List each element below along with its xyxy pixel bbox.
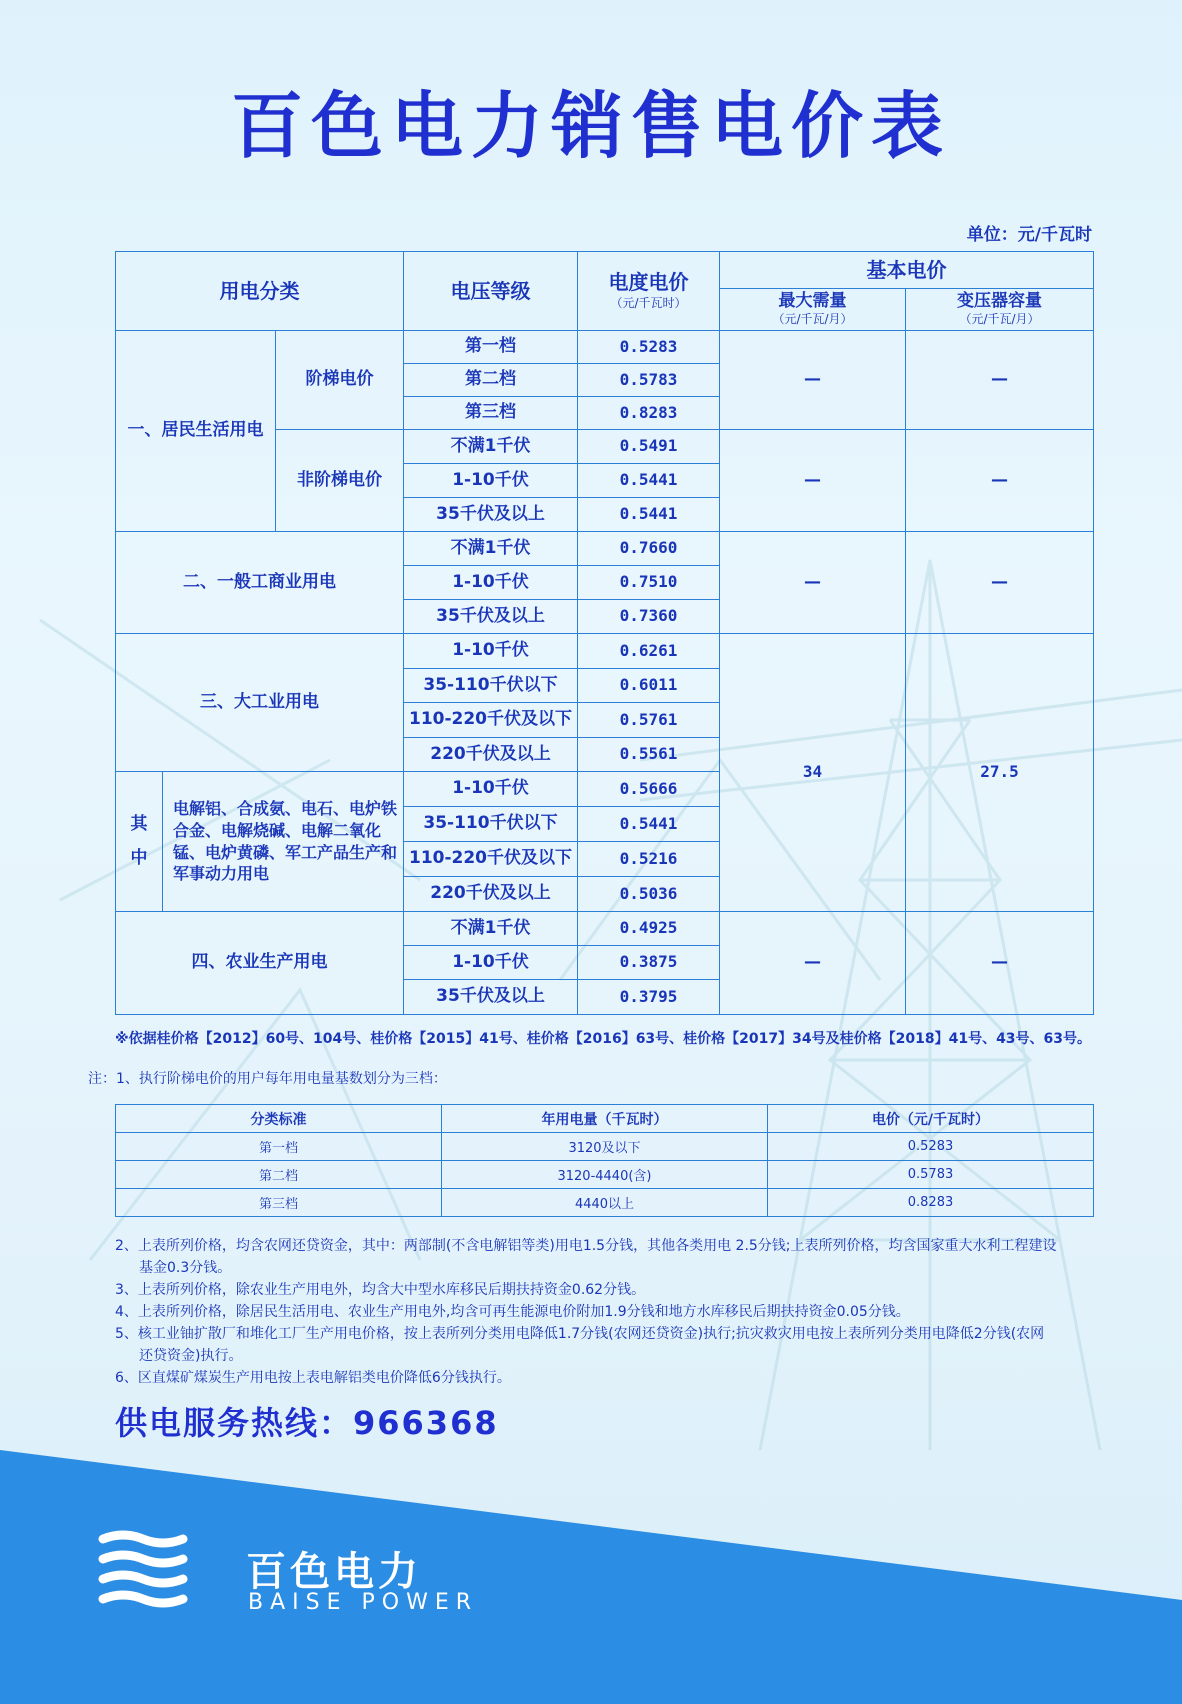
residential-non-tiered-transformer: — xyxy=(906,430,1094,532)
price-cell: 0.7360 xyxy=(578,600,720,634)
commercial-max-demand: — xyxy=(720,532,906,634)
residential-category: 一、居民生活用电 xyxy=(116,331,276,532)
brand-name-cn: 百色电力 xyxy=(246,1549,422,1595)
voltage-cell: 第三档 xyxy=(404,397,578,430)
voltage-cell: 不满1千伏 xyxy=(404,912,578,946)
service-hotline: 供电服务热线：966368 xyxy=(115,1404,499,1442)
voltage-cell: 220千伏及以上 xyxy=(404,738,578,772)
voltage-cell: 不满1千伏 xyxy=(404,532,578,566)
header-transformer-unit: （元/千瓦/月） xyxy=(959,312,1040,327)
tier-cell: 0.5783 xyxy=(768,1161,1094,1189)
industrial-category: 三、大工业用电 xyxy=(116,634,404,772)
commercial-transformer: — xyxy=(906,532,1094,634)
price-cell: 0.5441 xyxy=(578,498,720,532)
price-cell: 0.7510 xyxy=(578,566,720,600)
agriculture-max-demand: — xyxy=(720,912,906,1015)
industrial-max-demand: 34 xyxy=(720,634,906,912)
tier-table xyxy=(115,1104,1094,1217)
price-cell: 0.5441 xyxy=(578,464,720,498)
price-cell: 0.5216 xyxy=(578,842,720,877)
voltage-cell: 不满1千伏 xyxy=(404,430,578,464)
brand-name-en: BAISE POWER xyxy=(248,1590,479,1615)
voltage-cell: 35-110千伏以下 xyxy=(404,807,578,842)
price-cell: 0.4925 xyxy=(578,912,720,946)
industrial-transformer: 27.5 xyxy=(906,634,1094,912)
price-cell: 0.5761 xyxy=(578,703,720,738)
note-item: 5、核工业铀扩散厂和堆化工厂生产用电价格，按上表所列分类用电降低1.7分钱(农网还贷资金)执行;抗灾救灾用电按上表所列分类用电降低2分钱(农网 xyxy=(115,1326,1045,1342)
header-basic-price: 基本电价 xyxy=(720,252,1094,289)
tier-cell: 0.8283 xyxy=(768,1189,1094,1217)
header-max-demand xyxy=(720,289,906,331)
price-cell: 0.5666 xyxy=(578,772,720,807)
voltage-cell: 35千伏及以上 xyxy=(404,980,578,1015)
header-energy-price xyxy=(578,252,720,331)
page-title: 百色电力销售电价表 xyxy=(230,84,951,168)
header-energy-price-label: 电度电价 xyxy=(608,270,689,295)
among-label-2: 中 xyxy=(130,847,148,868)
voltage-cell: 35千伏及以上 xyxy=(404,600,578,634)
tier-cell: 3120及以下 xyxy=(442,1133,768,1161)
header-transformer-label: 变压器容量 xyxy=(957,290,1042,311)
price-cell: 0.5783 xyxy=(578,364,720,397)
price-table xyxy=(115,251,1094,1015)
among-label xyxy=(116,772,163,912)
price-cell: 0.6011 xyxy=(578,669,720,703)
tier-header-category: 分类标准 xyxy=(116,1105,442,1133)
residential-tiered-max-demand: — xyxy=(720,331,906,430)
note-item: 4、上表所列价格，除居民生活用电、农业生产用电外,均含可再生能源电价附加1.9分钱和地方水库移民后期扶持资金0.05分钱。 xyxy=(115,1304,910,1320)
voltage-cell: 35-110千伏以下 xyxy=(404,669,578,703)
note-item: 还贷资金)执行。 xyxy=(139,1348,243,1364)
header-transformer xyxy=(906,289,1094,331)
voltage-cell: 220千伏及以上 xyxy=(404,877,578,912)
voltage-cell: 1-10千伏 xyxy=(404,946,578,980)
note-item: 基金0.3分钱。 xyxy=(139,1260,232,1276)
price-cell: 0.6261 xyxy=(578,634,720,669)
basis-note: ※依据桂价格【2012】60号、104号、桂价格【2015】41号、桂价格【2016】63号、桂价格【2017】34号及桂价格【2018】41号、43号、63号。 xyxy=(115,1031,1092,1047)
header-energy-price-unit: （元/千瓦时） xyxy=(610,295,687,310)
residential-non-tiered-max-demand: — xyxy=(720,430,906,532)
notes-list xyxy=(115,1235,1095,1389)
header-max-demand-unit: （元/千瓦/月） xyxy=(772,312,853,327)
price-cell: 0.7660 xyxy=(578,532,720,566)
agriculture-transformer: — xyxy=(906,912,1094,1015)
price-cell: 0.5491 xyxy=(578,430,720,464)
tier-header-usage: 年用电量（千瓦时） xyxy=(442,1105,768,1133)
voltage-cell: 1-10千伏 xyxy=(404,634,578,669)
residential-non-tiered-label: 非阶梯电价 xyxy=(276,430,404,532)
agriculture-category: 四、农业生产用电 xyxy=(116,912,404,1015)
residential-tiered-label: 阶梯电价 xyxy=(276,331,404,430)
tier-cell: 3120-4440(含) xyxy=(442,1161,768,1189)
header-max-demand-label: 最大需量 xyxy=(778,290,847,311)
voltage-cell: 第二档 xyxy=(404,364,578,397)
voltage-cell: 第一档 xyxy=(404,331,578,364)
price-cell: 0.3875 xyxy=(578,946,720,980)
tier-cell: 0.5283 xyxy=(768,1133,1094,1161)
note-item: 2、上表所列价格，均含农网还贷资金，其中：两部制(不含电解铝等类)用电1.5分钱，其他各类用电 2.5分钱;上表所列价格，均含国家重大水利工程建设 xyxy=(115,1238,1057,1254)
header-voltage: 电压等级 xyxy=(404,252,578,331)
voltage-cell: 110-220千伏及以下 xyxy=(404,703,578,738)
commercial-category: 二、一般工商业用电 xyxy=(116,532,404,634)
header-category: 用电分类 xyxy=(116,252,404,331)
tier-cell: 第二档 xyxy=(116,1161,442,1189)
price-cell: 0.5561 xyxy=(578,738,720,772)
among-description: 电解铝、合成氨、电石、电炉铁合金、电解烧碱、电解二氧化锰、电炉黄磷、军工产品生产和军事动力用电 xyxy=(163,772,404,912)
note-item: 3、上表所列价格，除农业生产用电外，均含大中型水库移民后期扶持资金0.62分钱。 xyxy=(115,1282,646,1298)
tier-cell: 第三档 xyxy=(116,1189,442,1217)
voltage-cell: 35千伏及以上 xyxy=(404,498,578,532)
price-cell: 0.3795 xyxy=(578,980,720,1015)
note-1: 注：1、执行阶梯电价的用户每年用电量基数划分为三档： xyxy=(88,1071,447,1087)
price-cell: 0.5441 xyxy=(578,807,720,842)
baise-power-logo-icon xyxy=(95,1527,191,1613)
price-cell: 0.8283 xyxy=(578,397,720,430)
price-cell: 0.5036 xyxy=(578,877,720,912)
tier-cell: 4440以上 xyxy=(442,1189,768,1217)
residential-tiered-transformer: — xyxy=(906,331,1094,430)
voltage-cell: 1-10千伏 xyxy=(404,566,578,600)
note-item: 6、区直煤矿煤炭生产用电按上表电解铝类电价降低6分钱执行。 xyxy=(115,1370,511,1386)
tier-cell: 第一档 xyxy=(116,1133,442,1161)
unit-label: 单位：元/千瓦时 xyxy=(966,225,1092,245)
voltage-cell: 110-220千伏及以下 xyxy=(404,842,578,877)
voltage-cell: 1-10千伏 xyxy=(404,464,578,498)
among-label-1: 其 xyxy=(130,813,148,834)
voltage-cell: 1-10千伏 xyxy=(404,772,578,807)
price-cell: 0.5283 xyxy=(578,331,720,364)
tier-header-price: 电价（元/千瓦时） xyxy=(768,1105,1094,1133)
